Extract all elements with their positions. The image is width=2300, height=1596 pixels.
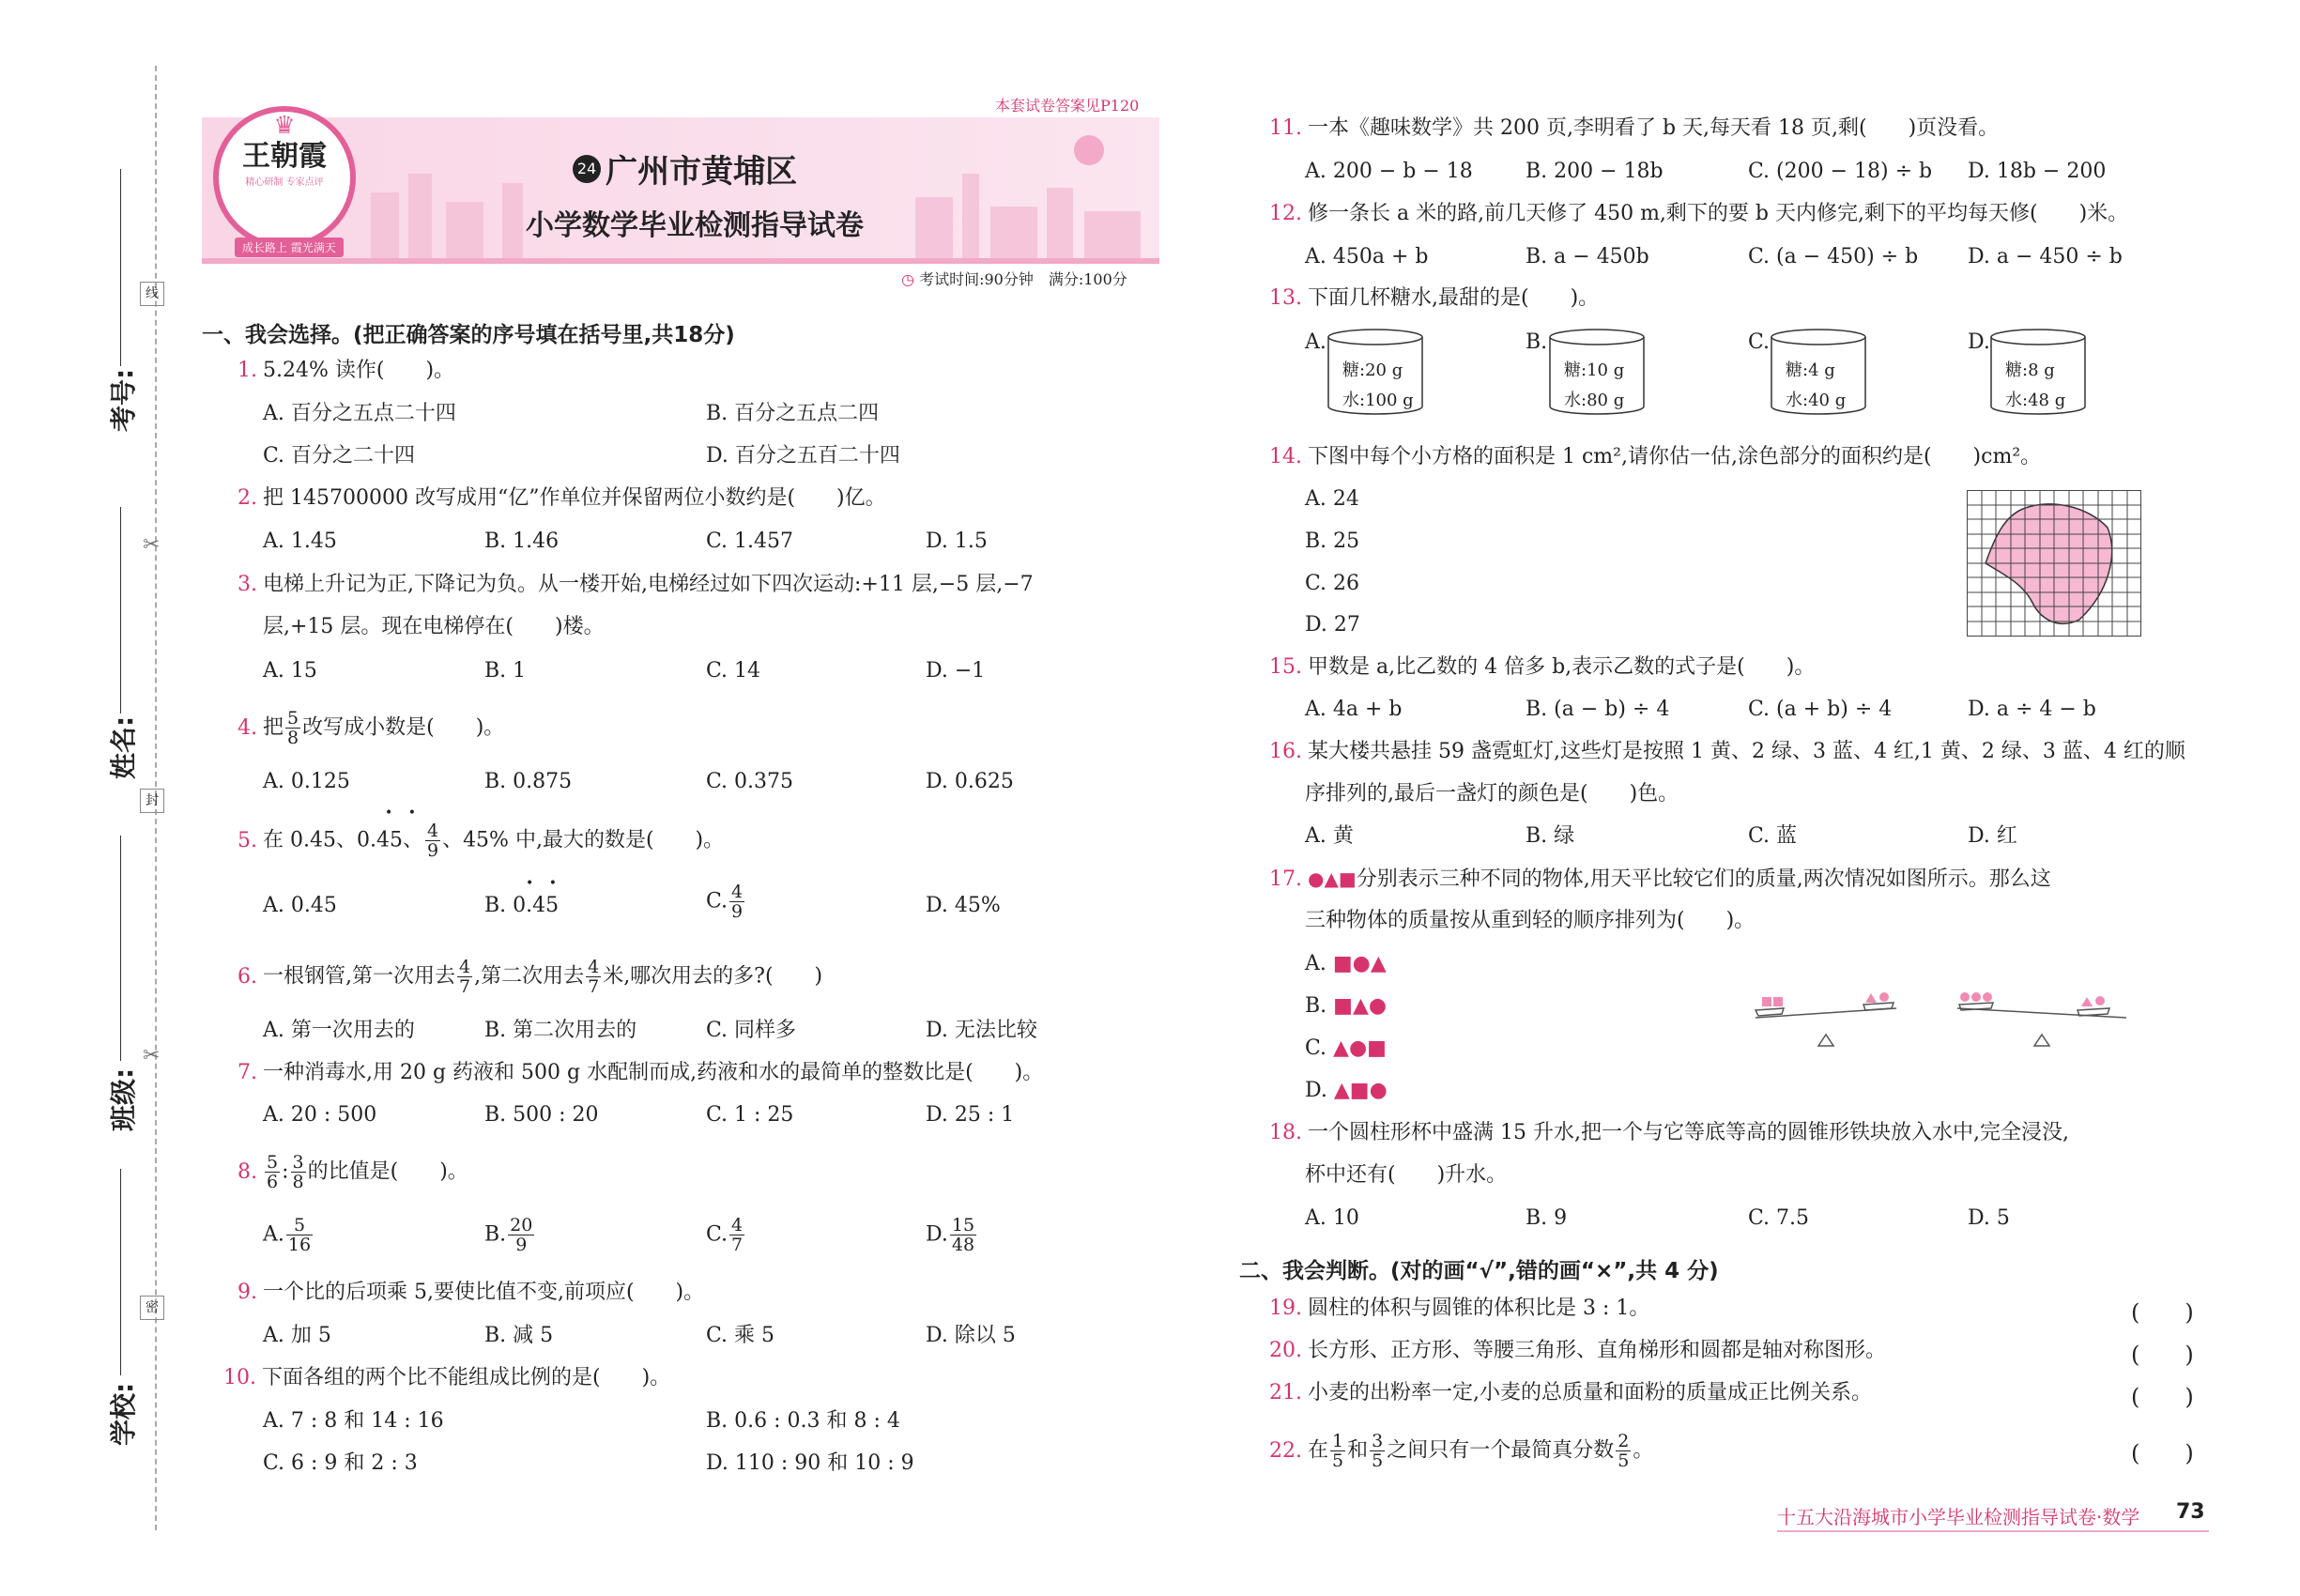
grid-lines <box>1967 490 2141 637</box>
grid-figure <box>1967 490 2141 637</box>
repeating-dots: • • <box>385 806 422 821</box>
option: B. 百分之五点二四 <box>706 402 880 425</box>
fraction: $\frac{4}{7}$ <box>459 957 471 997</box>
option: B. 绿 <box>1526 824 1575 848</box>
question-16-cont: 序排列的,最后一盏灯的颜色是( )色。 <box>1305 782 1679 806</box>
option: C. ▲●■ <box>1305 1036 1387 1060</box>
label-banji: 班级: <box>108 1067 139 1131</box>
option: A. 第一次用去的 <box>263 1019 415 1042</box>
scissors-icon: ✂ <box>143 533 161 557</box>
fraction: $\frac{5}{16}$ <box>287 1215 312 1255</box>
option: B. 25 <box>1305 529 1360 553</box>
clock-icon: ◷ <box>901 270 914 288</box>
option: B. (a − b) ÷ 4 <box>1526 698 1670 721</box>
question-14: 14. 下图中每个小方格的面积是 1 cm²,请你估一估,涂色部分的面积约是( )cm²。 <box>1269 445 2042 468</box>
option: B. 500 : 20 <box>484 1103 599 1127</box>
option: A. 15 <box>263 659 317 683</box>
option: C. $\frac{4}{7}$ <box>706 1215 744 1255</box>
question-3-cont: 层,+15 层。现在电梯停在( )楼。 <box>263 615 605 638</box>
option: D. $\frac{15}{48}$ <box>926 1215 975 1255</box>
option: C. 同样多 <box>706 1019 797 1042</box>
fraction: $\frac{3}{8}$ <box>292 1152 304 1192</box>
option: D. −1 <box>926 659 986 683</box>
option: D. 110 : 90 和 10 : 9 <box>706 1451 914 1475</box>
option: A. 24 <box>1305 487 1359 511</box>
question-5: 5. 在 0.45、0.45、 $\frac{4}{9}$ 、45% 中,最大的数是( )。 <box>238 821 725 861</box>
fraction: $\frac{20}{9}$ <box>510 1215 533 1255</box>
option: C. 乘 5 <box>706 1324 775 1347</box>
option: D. 25 : 1 <box>926 1103 1015 1127</box>
option: D. 27 <box>1305 613 1360 637</box>
option: D. a − 450 ÷ b <box>1968 245 2123 269</box>
option: C. 14 <box>706 659 761 683</box>
option: A. $\frac{5}{16}$ <box>263 1215 312 1255</box>
option: C. 7.5 <box>1748 1206 1810 1230</box>
header-banner <box>202 112 1159 264</box>
question-8: 8. $\frac{5}{6}$ : $\frac{3}{8}$ 的比值是( )。 <box>238 1152 468 1192</box>
option: A. 4a + b <box>1305 698 1403 721</box>
option: D. ▲■● <box>1305 1079 1388 1102</box>
paper-title-region: 广州市黄埔区 <box>606 153 798 191</box>
option: C. 百分之二十四 <box>263 444 416 468</box>
option: B. 1.46 <box>484 529 560 553</box>
option: C. 6 : 9 和 2 : 3 <box>263 1451 418 1475</box>
shape-order-icon: ■●▲ <box>1332 952 1387 975</box>
option: B. 200 − 18b <box>1526 160 1664 183</box>
fraction: $\frac{15}{48}$ <box>951 1215 975 1255</box>
cup-water: 水:48 g <box>2005 391 2066 410</box>
option-label: C. <box>1748 330 1771 354</box>
shape-order-icon: ▲■● <box>1333 1079 1388 1102</box>
xuexiao-line <box>120 1169 121 1375</box>
question-18-cont: 杯中还有( )升水。 <box>1305 1163 1508 1187</box>
option: C. (a + b) ÷ 4 <box>1748 698 1893 721</box>
judge-19: 19. 圆柱的体积与圆锥的体积比是 3 : 1。 <box>1269 1297 1650 1320</box>
question-17-cont: 三种物体的质量按从重到轻的顺序排列为( )。 <box>1305 909 1756 932</box>
option: C. 1 : 25 <box>706 1103 794 1127</box>
footer-rule <box>1777 1530 2209 1532</box>
option: A. 0.45 <box>263 894 337 917</box>
xingming-line <box>120 507 121 714</box>
option: C. 1.457 <box>706 529 794 553</box>
option: D. 45% <box>926 894 1001 917</box>
option: D. 5 <box>1968 1206 2010 1230</box>
answer-paren[interactable]: ( ) <box>2131 1440 2194 1466</box>
stamp-xian: 线 <box>140 282 164 306</box>
option: B. 第二次用去的 <box>484 1019 637 1042</box>
option: C. 0.375 <box>706 770 794 793</box>
question-18: 18. 一个圆柱形杯中盛满 15 升水,把一个与它等底等高的圆锥形铁块放入水中,完全浸没, <box>1269 1121 2069 1144</box>
option: D. 无法比较 <box>926 1019 1037 1042</box>
option: D. 红 <box>1968 824 2017 848</box>
option: C. 26 <box>1305 572 1360 595</box>
judge-21: 21. 小麦的出粉率一定,小麦的总质量和面粉的质量成正比例关系。 <box>1269 1381 1872 1404</box>
question-6: 6. 一根钢管,第一次用去 $\frac{4}{7}$ ,第二次用去 $\frac{4}{7}$ 米,哪次用去的多?( ) <box>238 957 823 997</box>
option: B. 0.6 : 0.3 和 8 : 4 <box>706 1409 900 1433</box>
section1-title: 一、我会选择。(把正确答案的序号填在括号里,共18分) <box>202 323 735 347</box>
question-17: 17. ●▲■分别表示三种不同的物体,用天平比较它们的质量,两次情况如图所示。那么这 <box>1269 867 2051 891</box>
balance-right <box>1957 1003 2126 1046</box>
option: B. 减 5 <box>484 1324 554 1347</box>
answer-paren[interactable]: ( ) <box>2131 1299 2194 1326</box>
scissors-icon: ✂ <box>143 1044 161 1067</box>
option: D. 0.625 <box>926 770 1014 793</box>
kaohao-line <box>120 169 121 366</box>
footer-book-title: 十五大沿海城市小学毕业检测指导试卷·数学 <box>1777 1506 2140 1528</box>
paper-title-line1 <box>573 146 797 192</box>
exam-info: ◷ 考试时间:90分钟 满分:100分 <box>901 270 1127 288</box>
answer-note: 本套试卷答案见P120 <box>995 97 1140 115</box>
option: A. 黄 <box>1305 824 1354 848</box>
cup-sugar: 糖:10 g <box>1564 361 1625 380</box>
label-xuexiao: 学校: <box>108 1382 139 1446</box>
option: A. 450a + b <box>1305 245 1429 269</box>
balance-figure <box>1751 986 2145 1051</box>
option-label: A. <box>1305 330 1326 354</box>
option: A. 0.125 <box>263 770 350 793</box>
fraction: $\frac{3}{5}$ <box>1372 1431 1384 1471</box>
logo-ribbon: 成长路上 霞光满天 <box>235 238 344 257</box>
crown-icon: ♛ <box>273 112 296 140</box>
option: A. 7 : 8 和 14 : 16 <box>263 1409 444 1433</box>
option: C. $\frac{4}{9}$ <box>706 882 744 922</box>
option: B. 1 <box>484 659 527 683</box>
question-7: 7. 一种消毒水,用 20 g 药液和 500 g 水配制而成,药液和水的最简单的整数比是( )。 <box>238 1061 1044 1084</box>
question-10: 10. 下面各组的两个比不能组成比例的是( )。 <box>223 1366 671 1389</box>
option-label: D. <box>1968 330 1990 354</box>
question-15: 15. 甲数是 a,比乙数的 4 倍多 b,表示乙数的式子是( )。 <box>1269 655 1816 679</box>
option: A. 百分之五点二十四 <box>263 402 456 425</box>
cup-water: 水:40 g <box>1786 391 1847 410</box>
question-4: 4. 把 $\frac{5}{8}$ 改写成小数是( )。 <box>238 708 505 748</box>
question-1: 1. 5.24% 读作( )。 <box>238 359 455 382</box>
sun-icon <box>1074 135 1104 165</box>
answer-paren[interactable]: ( ) <box>2131 1384 2194 1410</box>
banji-line <box>120 836 121 1061</box>
answer-paren[interactable]: ( ) <box>2131 1342 2194 1368</box>
shapes-icon: ●▲■ <box>1308 867 1357 890</box>
option: B. $\frac{20}{9}$ <box>484 1215 533 1255</box>
shape-order-icon: ▲●■ <box>1333 1036 1387 1060</box>
option: B. ■▲● <box>1305 994 1388 1018</box>
question-3: 3. 电梯上升记为正,下降记为负。从一楼开始,电梯经过如下四次运动:+11 层,−5 层,−7 <box>238 573 1034 596</box>
paper-number-badge: 24 <box>573 155 601 183</box>
balance-left <box>1756 1003 1896 1046</box>
option: A. ■●▲ <box>1305 952 1387 975</box>
question-2: 2. 把 145700000 改写成用“亿”作单位并保留两位小数约是( )亿。 <box>238 486 886 510</box>
label-xingming: 姓名: <box>108 715 139 779</box>
question-13: 13. 下面几杯糖水,最甜的是( )。 <box>1269 286 1600 310</box>
option: D. 18b − 200 <box>1968 160 2107 183</box>
option: A. 200 − b − 18 <box>1305 160 1473 183</box>
option: C. 蓝 <box>1748 824 1798 848</box>
option: B. a − 450b <box>1526 245 1649 269</box>
stamp-feng: 封 <box>140 789 164 813</box>
fraction: $\frac{5}{8}$ <box>287 708 299 748</box>
option: D. 1.5 <box>926 529 988 553</box>
option: A. 加 5 <box>263 1324 331 1347</box>
question-16: 16. 某大楼共悬挂 59 盏霓虹灯,这些灯是按照 1 黄、2 绿、3 蓝、4 红,1 黄、2 绿、3 蓝、4 红的顺 <box>1269 740 2185 763</box>
option: A. 20 : 500 <box>263 1103 377 1127</box>
option: D. a ÷ 4 − b <box>1968 698 2096 721</box>
logo-badge <box>213 106 356 249</box>
question-9: 9. 一个比的后项乘 5,要使比值不变,前项应( )。 <box>238 1281 705 1304</box>
option: C. (a − 450) ÷ b <box>1748 245 1919 269</box>
shape-order-icon: ■▲● <box>1333 994 1388 1018</box>
label-kaohao: 考号: <box>108 368 139 432</box>
question-12: 12. 修一条长 a 米的路,前几天修了 450 m,剩下的要 b 天内修完,剩下的平均每天修( )米。 <box>1269 202 2129 225</box>
fraction: $\frac{2}{5}$ <box>1618 1431 1630 1471</box>
section2-title: 二、我会判断。(对的画“√”,错的画“×”,共 4 分) <box>1239 1259 1719 1283</box>
page-number: 73 <box>2176 1500 2205 1524</box>
fraction: $\frac{5}{6}$ <box>267 1152 279 1192</box>
option: D. 百分之五百二十四 <box>706 444 900 468</box>
option: B. 9 <box>1526 1206 1568 1230</box>
fraction: $\frac{4}{7}$ <box>731 1215 744 1255</box>
option: A. 1.45 <box>263 529 337 553</box>
judge-22: 22. 在 $\frac{1}{5}$ 和 $\frac{3}{5}$ 之间只有一个最简真分数 $\frac{2}{5}$ 。 <box>1269 1431 1654 1471</box>
cup-sugar: 糖:20 g <box>1342 361 1403 380</box>
question-11: 11. 一本《趣味数学》共 200 页,李明看了 b 天,每天看 18 页,剩( )页没看。 <box>1269 116 2000 140</box>
fraction: $\frac{4}{9}$ <box>426 821 439 861</box>
option: D. 除以 5 <box>926 1324 1016 1347</box>
stamp-mi: 密 <box>140 1296 164 1320</box>
logo-sub: 精心研制 专家点评 <box>245 177 324 188</box>
cup-water: 水:100 g <box>1342 391 1414 410</box>
fraction: $\frac{1}{5}$ <box>1332 1431 1344 1471</box>
repeating-dots: • • <box>526 876 562 891</box>
option: B. 0.875 <box>484 770 573 793</box>
cup-sugar: 糖:8 g <box>2005 361 2055 380</box>
option: A. 10 <box>1305 1206 1359 1230</box>
shaded-region <box>1986 504 2112 623</box>
judge-20: 20. 长方形、正方形、等腰三角形、直角梯形和圆都是轴对称图形。 <box>1269 1339 1887 1362</box>
option: C. (200 − 18) ÷ b <box>1748 160 1933 183</box>
cup-water: 水:80 g <box>1564 391 1625 410</box>
fraction: $\frac{4}{9}$ <box>731 882 744 922</box>
option-label: B. <box>1526 330 1548 354</box>
cup-sugar: 糖:4 g <box>1786 361 1835 380</box>
option: B. 0.45 <box>484 894 560 917</box>
paper-title-line2: 小学数学毕业检测指导试卷 <box>526 209 864 242</box>
logo-text: 王朝霞 <box>242 140 327 173</box>
fraction: $\frac{4}{7}$ <box>588 957 600 997</box>
